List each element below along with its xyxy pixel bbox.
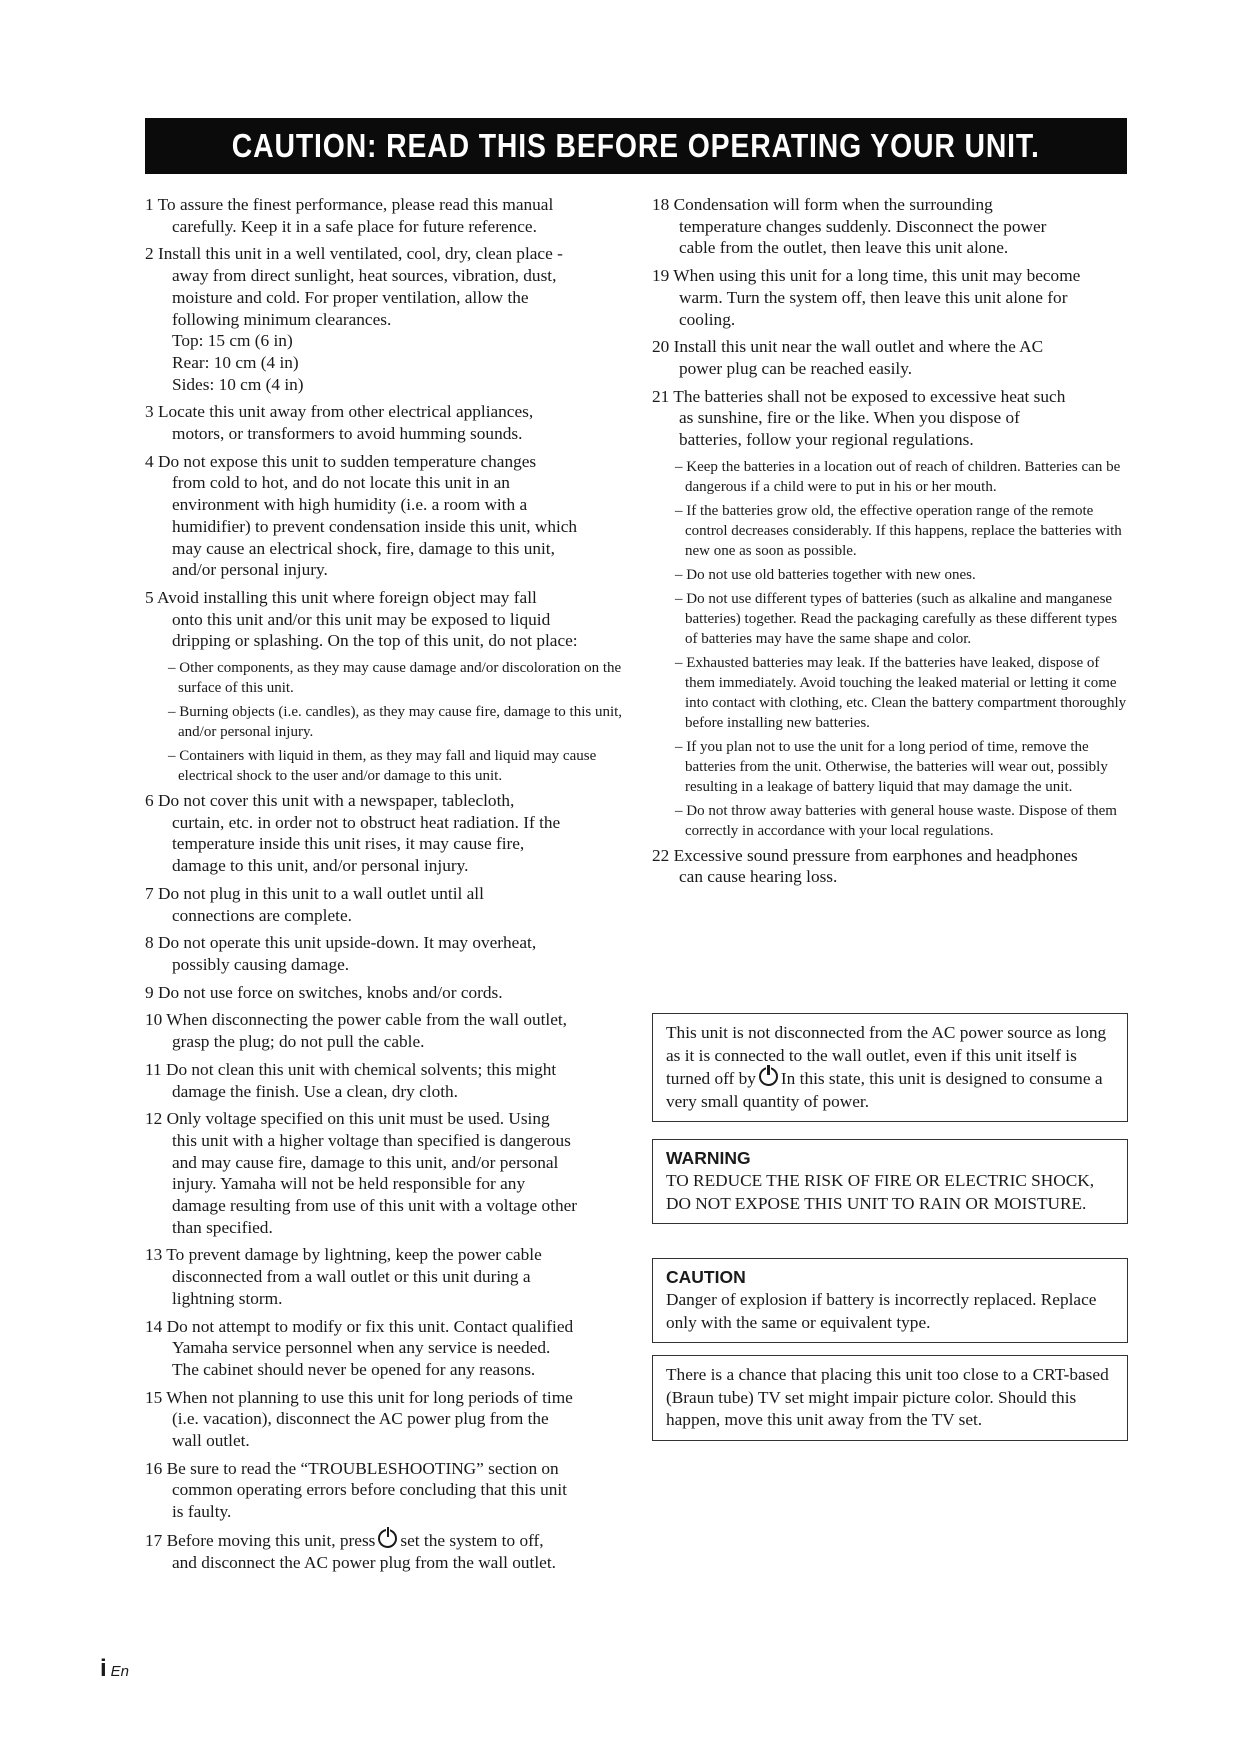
list-item xyxy=(145,451,625,581)
item-number: 17 xyxy=(145,1530,163,1550)
item-text: onto this unit and/or this unit may be exposed to liquid xyxy=(172,609,551,629)
list-item xyxy=(145,243,625,395)
sub-item: – Other components, as they may cause damage and/or discoloration on the surface of this unit. xyxy=(157,658,625,698)
item-text: When using this unit for a long time, this unit may become xyxy=(673,266,1081,286)
item-text: carefully. Keep it in a safe place for future reference. xyxy=(172,216,537,236)
list-item xyxy=(145,790,625,877)
item-text: set the system to off, xyxy=(400,1530,544,1550)
item-number: 9 xyxy=(145,982,154,1002)
caution-heading: CAUTION xyxy=(666,1267,746,1287)
list-item xyxy=(145,1316,625,1381)
power-icon xyxy=(378,1529,397,1548)
item-text: Locate this unit away from other electrical appliances, xyxy=(157,402,534,422)
power-notice-box xyxy=(652,1013,1128,1122)
item-text: may cause an electrical shock, fire, damage to this unit, xyxy=(172,538,555,558)
sub-item: – If you plan not to use the unit for a long period of time, remove the batteries from the unit. Otherwise, the batteries will wear out, possibly resulting in a leakage of battery liquid that may damage the unit. xyxy=(664,737,1130,797)
item-text: batteries, follow your regional regulations. xyxy=(679,430,974,450)
item-text: The batteries shall not be exposed to excessive heat such xyxy=(673,386,1066,406)
item-text: Avoid installing this unit where foreign object may fall xyxy=(157,587,537,607)
item-text: Do not clean this unit with chemical solvents; this might xyxy=(165,1059,557,1079)
item-text: power plug can be reached easily. xyxy=(679,358,913,378)
item-text: lightning storm. xyxy=(172,1288,283,1308)
item-text: damage the finish. Use a clean, dry cloth. xyxy=(172,1081,459,1101)
caution-banner xyxy=(145,118,1127,174)
list-item xyxy=(145,401,625,444)
crt-notice-text: There is a chance that placing this unit too close to a CRT-based (Braun tube) TV set might impair picture color. Should this happen, move this unit away from the TV set. xyxy=(666,1365,1109,1429)
list-item xyxy=(145,982,625,1004)
item-text: temperature changes suddenly. Disconnect the power xyxy=(679,216,1047,236)
item-text: disconnected from a wall outlet or this unit during a xyxy=(172,1267,531,1287)
item-text: Do not plug in this unit to a wall outlet until all xyxy=(157,883,484,903)
item-text: moisture and cold. For proper ventilation, allow the xyxy=(172,287,529,307)
item-number: 7 xyxy=(145,883,154,903)
page-title: CAUTION: READ THIS BEFORE OPERATING YOUR UNIT. xyxy=(232,127,1040,164)
item-text: grasp the plug; do not pull the cable. xyxy=(172,1032,425,1052)
item-text: away from direct sunlight, heat sources, vibration, dust, xyxy=(172,266,557,286)
item-text: When disconnecting the power cable from the wall outlet, xyxy=(166,1010,567,1030)
item-number: 14 xyxy=(145,1316,163,1336)
item-number: 5 xyxy=(145,587,154,607)
item-text: Sides: 10 cm (4 in) xyxy=(172,374,304,394)
item-number: 2 xyxy=(145,244,154,264)
item-text: Yamaha service personnel when any service is needed. xyxy=(172,1338,551,1358)
item-text: Install this unit near the wall outlet and where the AC xyxy=(673,337,1044,357)
right-column xyxy=(652,194,1130,894)
item-number: 1 xyxy=(145,195,154,214)
item-text: injury. Yamaha will not be held responsible for any xyxy=(172,1174,526,1194)
item-number: 3 xyxy=(145,402,154,422)
item-number: 18 xyxy=(652,195,670,214)
item-number: 4 xyxy=(145,451,154,471)
item-text: can cause hearing loss. xyxy=(679,867,838,887)
sub-item: – Do not throw away batteries with general house waste. Dispose of them correctly in accordance with your local regulations. xyxy=(664,801,1130,841)
item-text: than specified. xyxy=(172,1217,273,1237)
item-text: damage to this unit, and/or personal injury. xyxy=(172,856,469,876)
item-text: Do not cover this unit with a newspaper, tablecloth, xyxy=(157,791,515,811)
item-text: Install this unit in a well ventilated, cool, dry, clean place - xyxy=(157,244,563,264)
item-text: Do not attempt to modify or fix this unit. Contact qualified xyxy=(166,1316,574,1336)
list-item xyxy=(145,1458,625,1523)
item-text: The cabinet should never be opened for any reasons. xyxy=(172,1359,536,1379)
crt-notice-box xyxy=(652,1355,1128,1441)
list-item xyxy=(145,883,625,926)
language-code: En xyxy=(110,1663,130,1680)
item-text: as sunshine, fire or the like. When you dispose of xyxy=(679,408,1020,428)
item-text: To prevent damage by lightning, keep the power cable xyxy=(166,1245,542,1265)
item-number: 20 xyxy=(652,337,670,357)
item-text: connections are complete. xyxy=(172,905,352,925)
item-text: cooling. xyxy=(679,309,736,329)
item-number: 22 xyxy=(652,845,670,865)
item-text: To assure the finest performance, please read this manual xyxy=(157,195,554,214)
page-number: i xyxy=(100,1655,107,1682)
item-text: dripping or splashing. On the top of this unit, do not place: xyxy=(172,631,578,651)
caution-box xyxy=(652,1258,1128,1343)
item-number: 13 xyxy=(145,1245,163,1265)
item-text: Before moving this unit, press xyxy=(166,1530,376,1550)
list-item xyxy=(652,336,1130,379)
item-text: and disconnect the AC power plug from the wall outlet. xyxy=(172,1552,556,1572)
item-number: 10 xyxy=(145,1010,163,1030)
item-text: temperature inside this unit rises, it may cause fire, xyxy=(172,834,525,854)
item-text: Only voltage specified on this unit must be used. Using xyxy=(166,1109,550,1129)
item-text: humidifier) to prevent condensation inside this unit, which xyxy=(172,516,578,536)
item-text: cable from the outlet, then leave this unit alone. xyxy=(679,238,1009,258)
power-notice-text-b: In this state, this unit is designed to consume a very small quantity of power. xyxy=(666,1069,1103,1111)
item-text: Rear: 10 cm (4 in) xyxy=(172,352,299,372)
sub-item: – If the batteries grow old, the effective operation range of the remote control decreases considerably. If this happens, replace the batteries with new one as soon as possible. xyxy=(664,501,1130,561)
item-text: Be sure to read the “TROUBLESHOOTING” section on xyxy=(166,1458,559,1478)
item-text: Top: 15 cm (6 in) xyxy=(172,331,293,351)
item-text: following minimum clearances. xyxy=(172,309,392,329)
item-text: this unit with a higher voltage than specified is dangerous xyxy=(172,1130,571,1150)
item-text: from cold to hot, and do not locate this unit in an xyxy=(172,473,510,493)
list-item xyxy=(145,587,625,652)
item-number: 16 xyxy=(145,1458,163,1478)
warning-text: TO REDUCE THE RISK OF FIRE OR ELECTRIC SHOCK, DO NOT EXPOSE THIS UNIT TO RAIN OR MOISTURE. xyxy=(666,1171,1095,1213)
power-notice-text-a: This unit is not disconnected from the AC power source as long as it is connected to the wall outlet, even if this unit itself is turned off by xyxy=(666,1023,1107,1088)
item-text: is faulty. xyxy=(172,1502,232,1522)
sub-item: – Containers with liquid in them, as they may fall and liquid may cause electrical shock to the user and/or damage to this unit. xyxy=(157,746,625,786)
item-text: Do not operate this unit upside-down. It may overheat, xyxy=(157,933,537,953)
list-item xyxy=(145,1009,625,1052)
sub-item: – Keep the batteries in a location out of reach of children. Batteries can be dangerous if a child were to put in his or her mouth. xyxy=(664,457,1130,497)
sub-item: – Exhausted batteries may leak. If the batteries have leaked, dispose of them immediately. Avoid touching the leaked material or letting it come into contact with clothing, etc. Clean the battery compartment thoroughly before installing new batteries. xyxy=(664,653,1130,733)
list-item xyxy=(652,265,1130,330)
item-text: wall outlet. xyxy=(172,1431,250,1451)
list-item xyxy=(652,845,1130,888)
list-item xyxy=(145,1108,625,1238)
item-text: Do not use force on switches, knobs and/or cords. xyxy=(157,982,503,1002)
item-text: (i.e. vacation), disconnect the AC power plug from the xyxy=(172,1409,549,1429)
item-text: When not planning to use this unit for long periods of time xyxy=(166,1387,573,1407)
item-number: 21 xyxy=(652,386,670,406)
item-text: and/or personal injury. xyxy=(172,560,328,580)
item-number: 19 xyxy=(652,266,670,286)
item-text: and may cause fire, damage to this unit, and/or personal xyxy=(172,1152,559,1172)
left-column xyxy=(145,194,625,1579)
list-item xyxy=(145,194,625,237)
power-icon xyxy=(759,1067,778,1086)
item-text: Excessive sound pressure from earphones and headphones xyxy=(673,845,1078,865)
warning-box xyxy=(652,1139,1128,1224)
list-item xyxy=(145,1244,625,1309)
item-text: possibly causing damage. xyxy=(172,954,350,974)
list-item xyxy=(145,1059,625,1102)
list-item xyxy=(145,932,625,975)
list-item xyxy=(652,386,1130,451)
item-text: motors, or transformers to avoid humming sounds. xyxy=(172,424,523,444)
warning-heading: WARNING xyxy=(666,1148,751,1168)
list-item xyxy=(145,1529,625,1573)
item-text: curtain, etc. in order not to obstruct heat radiation. If the xyxy=(172,812,561,832)
item-number: 11 xyxy=(145,1059,162,1079)
sub-item: – Do not use old batteries together with new ones. xyxy=(664,565,1130,585)
item-text: common operating errors before concluding that this unit xyxy=(172,1480,567,1500)
item-text: warm. Turn the system off, then leave this unit alone for xyxy=(679,287,1068,307)
item-number: 6 xyxy=(145,791,154,811)
list-item xyxy=(145,1387,625,1452)
sub-item: – Burning objects (i.e. candles), as they may cause fire, damage to this unit, and/or personal injury. xyxy=(157,702,625,742)
caution-text: Danger of explosion if battery is incorrectly replaced. Replace only with the same or equivalent type. xyxy=(666,1290,1097,1332)
item-number: 15 xyxy=(145,1387,163,1407)
page-footer xyxy=(100,1655,129,1683)
sub-item: – Do not use different types of batteries (such as alkaline and manganese batteries) together. Read the packaging carefully as these different types of batteries may have the same shape and color. xyxy=(664,589,1130,649)
item-number: 8 xyxy=(145,933,154,953)
item-text: environment with high humidity (i.e. a room with a xyxy=(172,495,528,515)
item-text: damage resulting from use of this unit with a voltage other xyxy=(172,1196,578,1216)
item-text: Do not expose this unit to sudden temperature changes xyxy=(157,451,537,471)
item-text: Condensation will form when the surrounding xyxy=(673,195,993,214)
list-item xyxy=(652,194,1130,259)
item-number: 12 xyxy=(145,1109,163,1129)
